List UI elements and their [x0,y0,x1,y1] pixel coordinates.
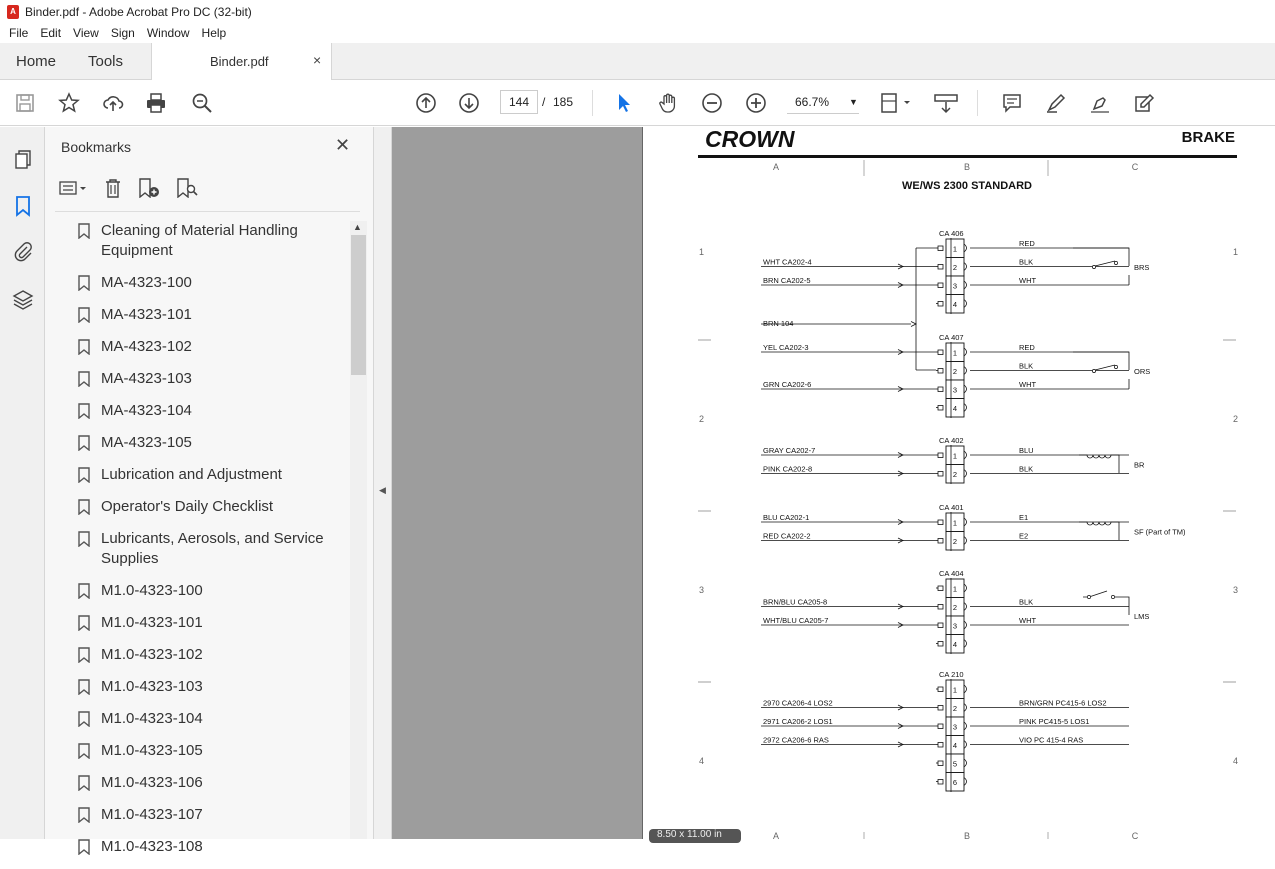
window-title: Binder.pdf - Adobe Acrobat Pro DC (32-bit) [25,4,252,19]
row-label: 1 [1233,247,1239,257]
bookmark-item[interactable] [45,401,350,421]
row-label: 4 [1233,756,1239,766]
column-header: C [1131,162,1139,172]
bookmark-label: M1.0-4323-102 [101,646,203,663]
panel-divider [55,211,360,212]
wire-label: WHT/BLU CA205-7 [763,616,829,625]
socket-mark [938,706,943,711]
zoom-select[interactable] [787,90,859,114]
menu-help[interactable]: Help [201,26,227,40]
bookmark-label: MA-4323-101 [101,306,192,323]
bookmark-list [45,221,350,869]
pin-number: 4 [952,404,958,413]
bookmark-icon [78,275,90,291]
wire-label: RED [1019,343,1035,352]
menu-bar [0,23,1275,43]
toolbar [0,80,1275,126]
bus-label: BRN 104 [763,319,794,328]
wire-label: BLU [1019,446,1034,455]
switch-contact [1114,365,1117,368]
pin-number: 2 [952,367,958,376]
wire-label: BLU CA202-1 [763,513,810,522]
connector [761,229,1149,314]
pin-number: 2 [952,704,958,713]
bookmark-tools [59,177,199,203]
pin-number: 2 [952,470,958,479]
wire-label: BLK [1019,361,1034,371]
bookmark-icon [78,435,90,451]
bookmark-icon [78,679,90,695]
column-header: A [772,831,780,839]
wire-label: 2972 CA206-6 RAS [763,735,829,745]
zoom-value: 66.7% [795,94,830,109]
pin-number: 2 [952,263,958,272]
wire-label: WHT CA202-4 [763,257,812,267]
document-canvas[interactable] [392,127,1275,839]
chevron-down-icon: ▼ [849,96,858,107]
wire-label: GRAY CA202-7 [763,446,816,455]
socket-mark [938,761,943,766]
device-label: BR [1134,460,1145,470]
bookmark-icon [78,371,90,387]
layers-icon[interactable] [10,287,36,313]
schematic-heading: WE/WS 2300 STANDARD [902,180,1032,192]
bookmark-item[interactable] [45,465,350,485]
row-label: 3 [1233,585,1239,595]
scrollbar-thumb[interactable] [351,235,366,375]
limit-switch-icon [1083,591,1129,615]
bookmark-item[interactable] [45,337,350,357]
left-rail [0,127,45,839]
bookmark-label: M1.0-4323-100 [101,582,203,599]
menu-window[interactable]: Window [146,26,190,40]
bookmark-item[interactable] [45,773,350,793]
bookmark-label: M1.0-4323-105 [101,742,203,759]
bookmark-label: MA-4323-104 [101,402,192,419]
star-icon[interactable] [57,91,81,115]
column-header: B [963,162,971,172]
wire-label: E1 [1019,513,1029,522]
bookmark-label: MA-4323-100 [101,274,192,291]
connector-label: CA 404 [939,569,964,578]
wire-label: YEL CA202-3 [763,343,809,352]
bookmark-icon [78,339,90,355]
crown-logo: CROWN [705,127,795,152]
column-header: B [963,831,971,839]
bookmark-label: MA-4323-105 [101,434,192,451]
page-size-badge: 8.50 x 11.00 in [649,829,741,843]
bookmark-item[interactable] [45,677,350,697]
bookmark-item[interactable] [45,369,350,389]
bookmark-icon [78,223,90,239]
pdf-page [642,127,1275,839]
bookmark-item[interactable] [45,837,350,857]
column-header: A [772,162,780,172]
bookmark-item[interactable] [45,529,350,569]
menu-view[interactable]: View [73,26,99,40]
search-zoom-icon[interactable] [190,91,214,115]
switch-blade [1095,261,1115,266]
wiring-schematic [643,127,1275,839]
menu-sign[interactable]: Sign [110,26,135,40]
toolbar-divider [977,90,978,116]
pdf-icon: A [7,5,19,19]
wire-label: WHT [1019,380,1037,389]
row-label: 2 [1233,414,1239,424]
pin-number: 5 [952,759,958,769]
pin-number: 2 [952,537,958,546]
wire-label: RED [1019,239,1035,248]
socket-mark [938,687,943,692]
zoom-out-icon[interactable] [700,91,724,115]
socket-mark [938,472,943,477]
scroll-up-icon[interactable]: ▲ [353,222,362,232]
bookmark-item[interactable] [45,497,350,517]
wire-label: BLK [1019,597,1034,607]
wire-label: PINK PC415-5 LOS1 [1019,717,1090,726]
socket-mark [938,406,943,411]
highlight-pen-icon[interactable] [1044,91,1068,115]
bookmark-icon [78,583,90,599]
column-header: C [1131,831,1139,839]
socket-mark [938,623,943,628]
toolbar-divider [592,90,593,116]
bookmark-label: MA-4323-102 [101,338,192,355]
page-number-input[interactable]: 144 [500,90,538,114]
next-page-icon[interactable] [457,91,481,115]
socket-mark [938,642,943,647]
pin-number: 6 [952,778,958,787]
fit-page-icon[interactable] [880,91,914,115]
bookmark-item[interactable] [45,613,350,633]
socket-mark [938,453,943,458]
connector-label: CA 401 [939,503,964,512]
tab-bar [0,43,1275,80]
wire-label: VIO PC 415-4 RAS [1019,735,1084,745]
bookmark-item[interactable] [45,433,350,453]
connector-label: CA 407 [939,333,964,342]
row-label: 3 [699,585,705,595]
bookmark-label: MA-4323-103 [101,370,192,387]
connector [761,569,1149,654]
wire-label: 2970 CA206-4 LOS2 [763,698,833,708]
bookmarks-panel [45,127,373,855]
bookmark-icon [78,307,90,323]
device-label: ORS [1134,366,1151,376]
bookmark-icon [78,807,90,823]
bookmark-label: M1.0-4323-106 [101,774,203,791]
wire-label: PINK CA202-8 [763,464,813,474]
tab-document[interactable] [151,43,332,80]
close-icon[interactable]: × [313,52,322,68]
previous-page-icon[interactable] [414,91,438,115]
row-label: 1 [699,247,705,257]
bookmark-item[interactable] [45,305,350,325]
bookmark-label: Operator's Daily Checklist [101,498,274,515]
row-label: 2 [699,414,705,424]
wire-label: WHT [1019,616,1037,625]
bookmark-icon [78,775,90,791]
socket-mark [938,246,943,251]
wire-label: GRN CA202-6 [763,380,812,389]
pin-number: 3 [952,621,958,631]
socket-mark [938,780,943,785]
delete-icon[interactable] [103,178,123,203]
switch-contact [1111,595,1114,598]
page-total: 185 [553,95,574,109]
bookmark-icon [78,467,90,483]
row-label: 4 [699,756,705,766]
bookmark-label: M1.0-4323-107 [101,806,203,823]
bookmark-item[interactable] [45,581,350,601]
connector [761,670,1129,792]
bookmark-item[interactable] [45,645,350,665]
save-icon[interactable] [13,91,37,115]
pin-number: 1 [952,348,958,358]
pin-number: 3 [952,385,958,395]
attachment-icon[interactable] [10,239,36,265]
tab-tools[interactable]: Tools [88,53,124,70]
socket-mark [938,302,943,307]
device-label: SF (Part of TM) [1134,527,1186,537]
wire-label: BRN/GRN PC415-6 LOS2 [1019,698,1107,708]
bookmark-item[interactable] [45,805,350,825]
bookmark-icon [78,647,90,663]
arrow-icon [911,322,916,327]
socket-mark [938,539,943,544]
bookmark-icon [78,711,90,727]
title-bar [0,0,1275,23]
bookmark-icon [78,499,90,515]
coil-icon [1079,455,1119,473]
wire-label: RED CA202-2 [763,531,811,541]
bookmark-item[interactable] [45,709,350,729]
bookmark-icon [78,839,90,855]
wire-label: BRN/BLU CA205-8 [763,597,828,607]
hand-tool-icon[interactable] [656,91,680,115]
device-label: BRS [1134,262,1150,272]
pin-number: 4 [952,741,958,750]
options-menu-icon[interactable] [59,178,89,203]
wire-label: WHT [1019,276,1037,285]
edit-pdf-icon[interactable] [1132,91,1156,115]
wire-label: BLK [1019,257,1034,267]
pin-number: 1 [952,685,958,695]
pages-icon[interactable] [10,147,36,173]
bookmark-label: Lubricants, Aerosols, and Service Supplies [101,530,324,567]
socket-mark [938,605,943,610]
tab-document-label: Binder.pdf [210,54,269,69]
wire-label: BRN CA202-5 [763,276,811,285]
print-icon[interactable] [144,91,168,115]
pin-number: 4 [952,300,958,309]
pin-number: 3 [952,722,958,732]
bookmark-item[interactable] [45,273,350,293]
connector-label: CA 210 [939,670,964,679]
pin-number: 1 [952,244,958,254]
bookmark-label: Cleaning of Material Handling Equipment [101,222,298,259]
pin-number: 1 [952,518,958,528]
socket-mark [938,350,943,355]
socket-mark [938,387,943,392]
socket-mark [938,586,943,591]
find-bookmark-icon[interactable] [175,178,199,203]
connector-label: CA 402 [939,436,964,445]
socket-mark [938,369,943,374]
bookmark-item[interactable] [45,221,350,261]
device-label: LMS [1134,612,1150,621]
switch-contact [1087,595,1090,598]
switch-contact [1114,261,1117,264]
socket-mark [938,283,943,288]
wire-label: E2 [1019,531,1029,541]
pin-number: 1 [952,451,958,461]
upload-cloud-icon[interactable] [101,91,125,115]
close-panel-icon[interactable]: ✕ [335,135,351,155]
page-separator: / [542,95,546,109]
connector [761,333,1150,418]
bookmark-label: M1.0-4323-108 [101,838,203,855]
menu-edit[interactable]: Edit [40,26,62,40]
pin-number: 1 [952,584,958,594]
pin-number: 4 [952,640,958,649]
bookmark-icon [78,531,90,547]
bookmark-panel-icon[interactable] [10,193,36,219]
collapse-panel-icon[interactable]: ◀ [379,485,386,495]
switch-blade [1095,365,1115,370]
tab-home[interactable]: Home [16,53,57,70]
comment-icon[interactable] [1000,91,1024,115]
connector-group [761,229,1186,792]
zoom-in-icon[interactable] [744,91,768,115]
coil-icon [1079,522,1119,540]
pin-number: 3 [952,281,958,291]
pin-number: 2 [952,603,958,612]
connector-label: CA 406 [939,229,964,238]
connector [761,436,1145,484]
header-rule [698,155,1237,158]
bookmark-label: Lubrication and Adjustment [101,466,282,483]
socket-mark [938,520,943,525]
scroll-mode-icon[interactable] [933,91,959,115]
panel-title: Bookmarks [61,139,132,155]
wire-label: BLK [1019,464,1034,474]
bookmark-label: M1.0-4323-101 [101,614,203,631]
device-symbols [1073,248,1129,615]
socket-mark [938,743,943,748]
sign-pen-icon[interactable] [1088,91,1112,115]
bookmark-icon [78,615,90,631]
bookmark-icon [78,403,90,419]
socket-mark [938,724,943,729]
bookmark-icon [78,743,90,759]
connector [761,503,1186,551]
bookmark-item[interactable] [45,741,350,761]
select-cursor-icon[interactable] [612,91,636,115]
section-title: BRAKE [1181,129,1235,146]
bookmark-label: M1.0-4323-104 [101,710,203,727]
socket-mark [938,265,943,270]
panel-splitter[interactable] [373,127,392,839]
bookmark-label: M1.0-4323-103 [101,678,203,695]
wire-label: 2971 CA206-2 LOS1 [763,717,833,726]
menu-file[interactable]: File [9,26,29,40]
new-bookmark-icon[interactable] [137,178,161,203]
